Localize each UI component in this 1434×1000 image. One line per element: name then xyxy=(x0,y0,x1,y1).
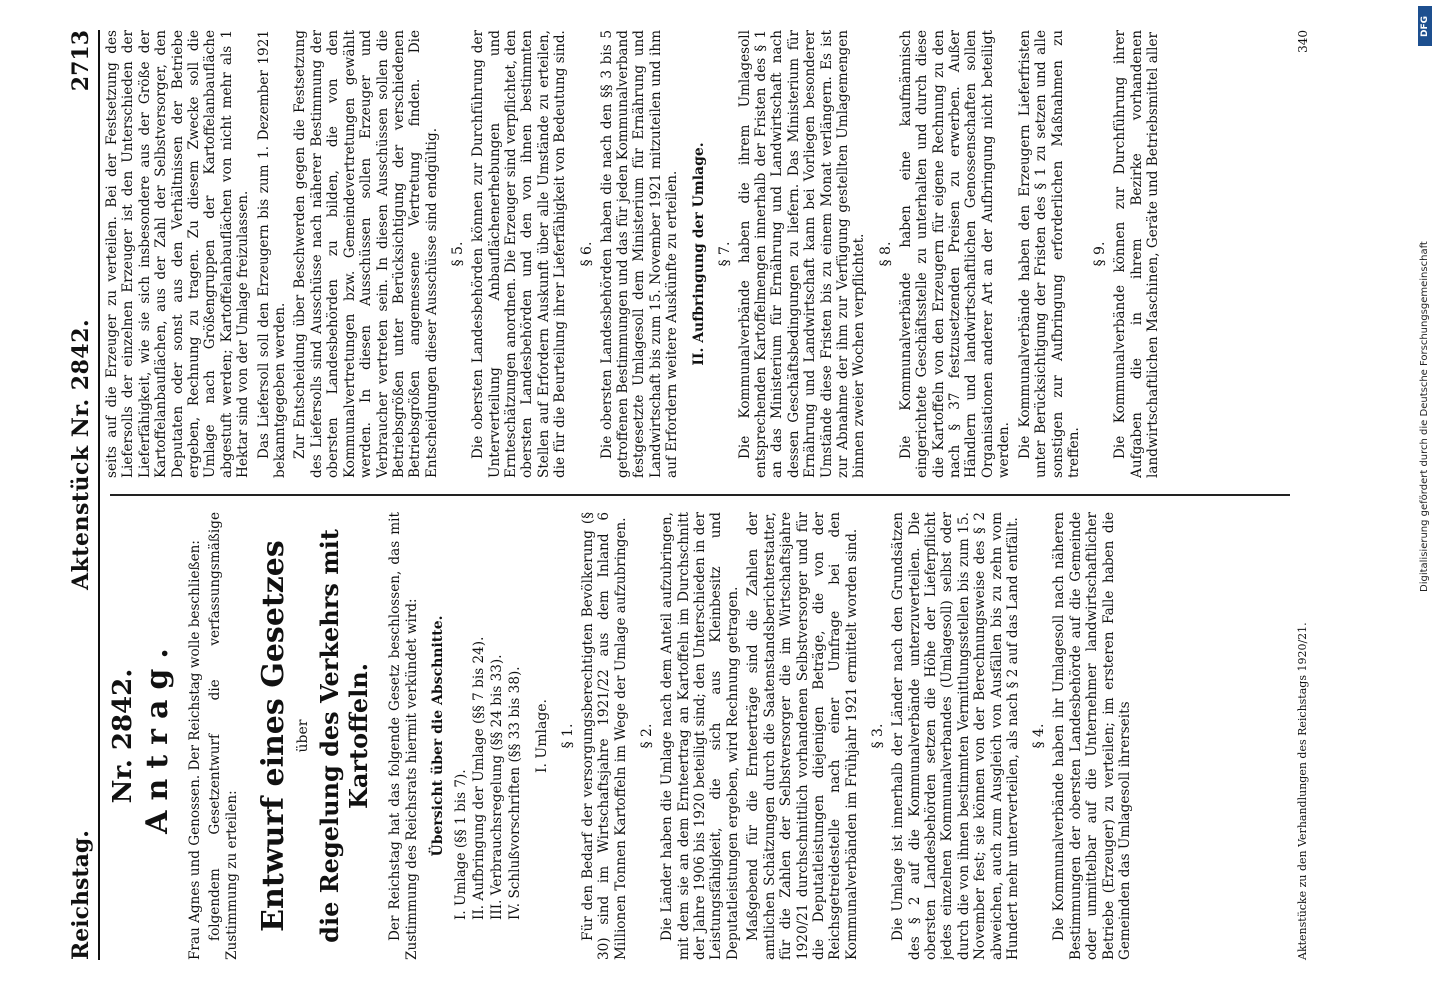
page-number: 2713 xyxy=(68,30,94,92)
paragraph-text: Die Kommunalverbände haben ihr Umlagesoll nach näheren Bestimmungen der obersten Landesbehörde auf die Gemeinde oder unmittelbar auf die Unternehmer landwirtschaftlicher Betriebe (Erzeuger) zu verteilen; im ersteren Falle haben die Gemeinden das Umlagesoll ihrerseits xyxy=(1051,512,1133,960)
header-title: Aktenstück Nr. 2842. xyxy=(68,318,94,590)
right-column xyxy=(104,30,1294,478)
paragraph-text: Die Kommunalverbände können zur Durchführung ihrer Aufgaben die in ihrem Bezirke vorhandenen landwirtschaftlichen Maschinen, Geräte und Betriebsmittel aller xyxy=(1112,30,1162,478)
law-title-ueber: über xyxy=(295,719,312,753)
law-title: Entwurf eines Gesetzes xyxy=(256,540,292,932)
column-rule xyxy=(110,494,1290,496)
page-body xyxy=(104,30,1310,960)
paragraph-text: Die obersten Landesbehörden können zur Durchführung der Unterverteilung Anbauflächenerhebungen und Ernteschätzungen anordnen. Die Erzeuger sind verpflichtet, den obersten Landesbehörden und den von ihnen bestimmten Stellen auf Erfordern Auskunft über alle Umstände zu erteilen, die für die Beurteilung ihrer Lieferfähigkeit von Bedeutung sind. xyxy=(470,30,569,478)
paragraph-text: Das Liefersoll soll den Erzeugern bis zum 1. Dezember 1921 bekanntgegeben werden. xyxy=(255,30,289,478)
document-number: Nr. 2842. xyxy=(108,668,138,804)
overview-heading: Übersicht über die Abschnitte. xyxy=(430,615,447,857)
intro-text-2: folgendem Gesetzentwurf die verfassungsmäßige Zustimmung zu erteilen: xyxy=(207,512,240,960)
paragraph-text: Die Länder haben die Umlage nach dem Anteil aufzubringen, mit dem sie an dem Ernteertrag an Kartoffeln im Durchschnitt der Jahre 1906 bis 1920 beteiligt sind; den Unterschieden in der Leistungsfähigkeit, die sich aus Kleinbesitz und Deputatleistungen ergeben, wird Rechnung getragen. xyxy=(659,512,741,960)
paragraph-text: Die Kommunalverbände haben den Erzeugern Lieferfristen unter Berücksichtigung der Fristen des § 1 zu setzen und alle sonstigen zur Aufbringung erforderlichen Maßnahmen zu treffen. xyxy=(1016,30,1082,478)
paragraph-sign: § 6. xyxy=(578,241,595,267)
digitization-sidebar xyxy=(1418,0,1432,1000)
paragraph-text: seits auf die Erzeuger zu verteilen. Bei der Festsetzung des Liefersolls der einzelnen Erzeuger ist den Unterschieden der Lieferfähigkeit, wie sie sich insbesondere aus der Größe der Kartoffelanbauflächen, aus der Zahl der Selbstversorger, den Deputaten oder sonst aus den Verhältnissen der Betriebe ergeben, Rechnung zu tragen. Zu diesem Zwecke soll die Umlage nach Größengruppen der Kartoffelanbaufläche abgestuft werden; Kartoffelanbauflächen von nicht mehr als 1 Hektar sind von der Umlage freizulassen. xyxy=(104,30,252,478)
paragraph-sign: § 8. xyxy=(877,241,894,267)
paragraph-text: Maßgebend für die Ernteerträge sind die Zahlen der amtlichen Schätzungen durch die Saatenstandsberichterstatter, für die Zahlen der Selbstversorger die im Wirtschaftsjahre 1920/21 durchschnittlich vorhandenen Selbstversorger und für die Deputatleistungen diejenigen Beträge, die von der Reichsgetreidestelle nach einer Umfrage bei den Kommunalverbänden im Frühjahr 1921 ermittelt worden sind. xyxy=(745,512,860,960)
paragraph-text: Die obersten Landesbehörden haben die nach den §§ 3 bis 5 getroffenen Bestimmungen und das für jeden Kommunalverband festgesetzte Umlagesoll dem Ministerium für Ernährung und Landwirtschaft bis zum 15. November 1921 mitzuteilen und ihm auf Erfordern weitere Auskünfte zu erteilen. xyxy=(598,30,681,478)
sheet-number: 340 xyxy=(1296,30,1310,53)
overview-item: II. Aufbringung der Umlage (§§ 7 bis 24). xyxy=(471,636,488,920)
section-heading: I. Umlage. xyxy=(534,698,551,774)
digitization-credit: Digitalisierung gefördert durch die Deutsche Forschungsgemeinschaft xyxy=(1419,241,1430,592)
overview-item: III. Verbrauchsregelung (§§ 24 bis 33). xyxy=(489,654,506,920)
paragraph-sign: § 9. xyxy=(1092,241,1109,267)
paragraph-sign: § 2. xyxy=(639,723,656,749)
intro-text: Frau Agnes und Genossen. Der Reichstag wolle beschließen: xyxy=(187,540,203,960)
enactment-clause: Der Reichstag hat das folgende Gesetz beschlossen, das mit Zustimmung des Reichsrats hiermit verkündet wird: xyxy=(387,512,420,960)
overview-item: I. Umlage (§§ 1 bis 7). xyxy=(453,769,470,920)
section-heading: II. Aufbringung der Umlage. xyxy=(690,142,707,366)
overview-item: IV. Schlußvorschriften (§§ 33 bis 38). xyxy=(507,666,524,920)
antrag-heading: Antrag. xyxy=(140,638,175,834)
paragraph-text: Die Kommunalverbände haben eine kaufmännisch eingerichtete Geschäftsstelle zu unterhalten und durch diese die Kartoffeln von den Erzeugern für eigene Rechnung zu den nach § 37 festzusetzenden Preisen zu erwerben. Außer Händlern und landwirtschaftlichen Genossenschaften sollen Organisationen anderer Art an der Aufbringung nicht beteiligt werden. xyxy=(897,30,1013,478)
overview-list xyxy=(452,512,524,920)
paragraph-sign: § 5. xyxy=(450,241,467,267)
paragraph-sign: § 3. xyxy=(870,723,887,749)
paragraph-text: Die Kommunalverbände haben die ihrem Umlagesoll entsprechenden Kartoffelmengen innerhalb der Fristen des § 1 an das Ministerium für Ernährung und Landwirtschaft nach dessen Geschäftsbedingungen zu liefern. Das Ministerium für Ernährung und Landwirtschaft kann bei Vorliegen besonderer Umstände diese Fristen bis zu einem Monat verlängern. Es ist zur Abnahme der ihm zur Verfügung gestellten Umlagemengen binnen zweier Wochen verpflichtet. xyxy=(736,30,868,478)
running-header xyxy=(58,30,100,960)
paragraph-sign: § 1. xyxy=(560,723,577,749)
dfg-logo: DFG xyxy=(1418,6,1432,46)
law-subtitle: die Regelung des Verkehrs mit Kartoffeln. xyxy=(315,529,374,943)
paragraph-text: Die Umlage ist innerhalb der Länder nach den Grundsätzen des § 2 auf die Kommunalverbände unterzuverteilen. Die obersten Landesbehörden setzen die Höhe der Lieferpflicht jedes einzelnen Kommunalverbandes (Umlagesoll) selbst oder durch die von ihnen bestimmten Vermittlungsstellen bis zum 15. November fest; sie können von der Berechnungsweise des § 2 abweichen, auch zum Ausgleich von Ausfällen bis zu zehn vom Hundert mehr unterverteilen, als nach § 2 auf das Land entfällt. xyxy=(890,512,1021,960)
paragraph-text: Zur Entscheidung über Beschwerden gegen die Festsetzung des Liefersolls sind Ausschüsse nach näherer Bestimmung der obersten Landesbehörden zu bilden, die von den Kommunalvertretungen bzw. Gemeindevertretungen gewählt werden. In diesen Ausschüssen sollen Erzeuger und Verbraucher vertreten sein. In diesen Ausschüssen sollen die Betriebsgrößen unter Berücksichtigung der verschiedenen Betriebsgrößen angemessene Vertretung finden. Die Entscheidungen dieser Ausschüsse sind endgültig. xyxy=(292,30,440,478)
footer-note: Aktenstücke zu den Verhandlungen des Reichstags 1920/21. xyxy=(1296,622,1309,960)
left-column xyxy=(104,512,1294,960)
paragraph-sign: § 7. xyxy=(716,241,733,267)
header-left: Reichstag. xyxy=(68,830,94,960)
paragraph-sign: § 4. xyxy=(1031,723,1048,749)
paragraph-text: Für den Bedarf der versorgungsberechtigten Bevölkerung (§ 30) sind im Wirtschaftsjahre 1921/22 aus dem Inland 6 Millionen Tonnen Kartoffeln im Wege der Umlage aufzubringen. xyxy=(580,512,629,960)
